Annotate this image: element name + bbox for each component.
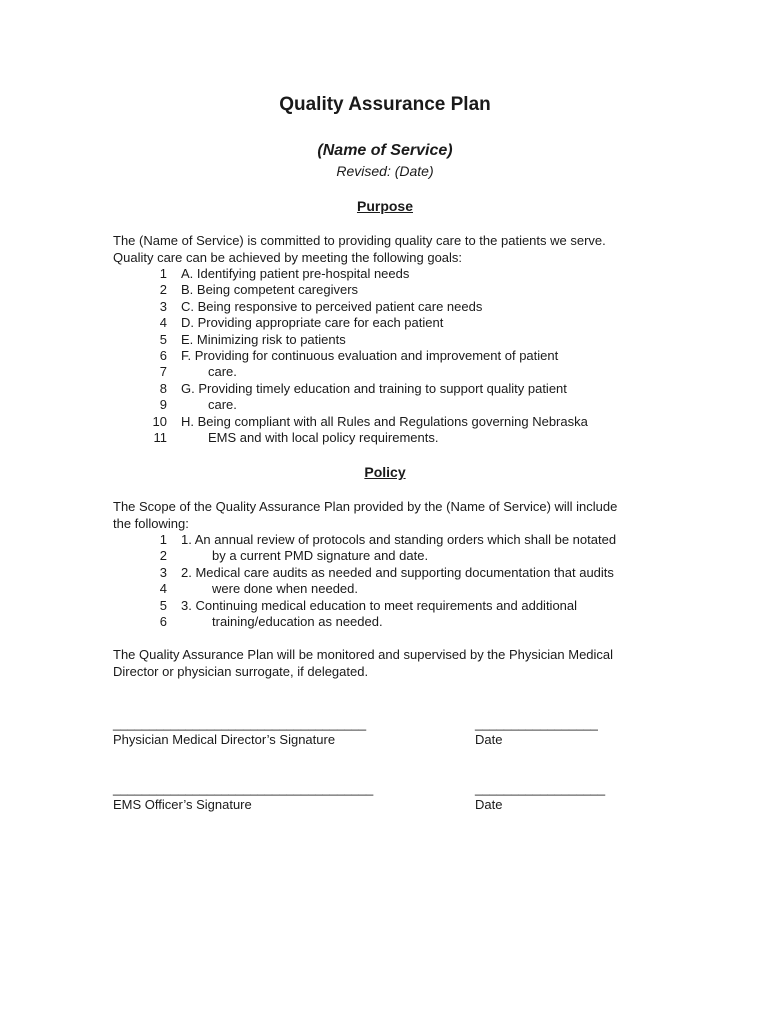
list-item-text: A. Identifying patient pre-hospital needs — [181, 266, 410, 281]
ems-signature-line[interactable]: ____________________________________ — [113, 781, 374, 796]
line-number: 9 — [159, 397, 167, 413]
purpose-goals-list — [113, 266, 693, 446]
purpose-intro — [113, 233, 673, 266]
list-item — [113, 414, 693, 430]
list-item — [113, 315, 693, 331]
ems-date-line[interactable]: __________________ — [475, 781, 606, 796]
pmd-signature-label: Physician Medical Director’s Signature — [113, 732, 336, 747]
line-number: 4 — [159, 315, 167, 331]
policy-heading: Policy — [364, 464, 406, 480]
list-item-text: were done when needed. — [212, 581, 359, 597]
policy-closing-line-2: Director or physician surrogate, if delegated. — [113, 663, 369, 679]
list-item-text: E. Minimizing risk to patients — [181, 331, 346, 347]
list-item — [113, 532, 693, 548]
line-number: 1 — [159, 266, 167, 281]
purpose-intro-line-1: The (Name of Service) is committed to providing quality care to the patients we serve. — [113, 233, 606, 248]
list-item-text: 3. Continuing medical education to meet requirements and additional — [181, 597, 578, 613]
policy-intro — [113, 499, 673, 532]
line-number: 6 — [159, 613, 167, 629]
list-item — [113, 299, 693, 315]
list-item-text: B. Being competent caregivers — [181, 282, 359, 298]
policy-closing — [113, 647, 673, 680]
list-item — [113, 282, 693, 298]
list-item-text: 1. An annual review of protocols and standing orders which shall be notated — [181, 532, 617, 547]
line-number: 5 — [159, 331, 167, 347]
line-number: 2 — [159, 282, 167, 298]
list-item-text: EMS and with local policy requirements. — [208, 429, 439, 445]
list-item — [113, 266, 693, 282]
line-number: 11 — [153, 429, 167, 445]
line-number: 10 — [152, 413, 167, 429]
policy-scope-list — [113, 532, 693, 630]
line-number: 3 — [159, 298, 167, 314]
list-item — [113, 581, 693, 597]
pmd-date-line[interactable]: _________________ — [475, 716, 598, 731]
pmd-date-label: Date — [475, 732, 503, 747]
list-item — [113, 381, 693, 397]
list-item — [113, 332, 693, 348]
service-name: (Name of Service) — [317, 142, 453, 159]
list-item-text: F. Providing for continuous evaluation and improvement of patient — [181, 347, 559, 363]
list-item-text: C. Being responsive to perceived patient care needs — [181, 298, 483, 314]
line-number: 2 — [159, 548, 167, 564]
list-item-text: 2. Medical care audits as needed and supporting documentation that audits — [181, 564, 614, 580]
document-title: Quality Assurance Plan — [279, 94, 491, 115]
list-item-text: H. Being compliant with all Rules and Regulations governing Nebraska — [181, 413, 588, 429]
list-item — [113, 397, 693, 413]
list-item — [113, 565, 693, 581]
line-number: 6 — [159, 347, 167, 363]
line-number: 1 — [159, 532, 167, 547]
list-item-text: care. — [208, 364, 237, 380]
pmd-signature-line[interactable]: ___________________________________ — [113, 716, 367, 731]
line-number: 3 — [159, 564, 167, 580]
purpose-intro-line-2: Quality care can be achieved by meeting the following goals: — [113, 249, 463, 265]
list-item — [113, 348, 693, 364]
line-number: 5 — [159, 597, 167, 613]
line-number: 7 — [159, 364, 167, 380]
list-item-text: care. — [208, 397, 237, 413]
list-item — [113, 548, 693, 564]
ems-signature-label: EMS Officer’s Signature — [113, 797, 252, 812]
list-item — [113, 598, 693, 614]
list-item-text: G. Providing timely education and training to support quality patient — [181, 380, 567, 396]
policy-closing-line-1: The Quality Assurance Plan will be monitored and supervised by the Physician Medical — [113, 647, 614, 662]
list-item-text: training/education as needed. — [212, 613, 383, 629]
policy-intro-line-1: The Scope of the Quality Assurance Plan provided by the (Name of Service) will include — [113, 499, 618, 514]
line-number: 8 — [159, 380, 167, 396]
list-item-text: by a current PMD signature and date. — [212, 548, 429, 564]
line-number: 4 — [159, 581, 167, 597]
ems-date-label: Date — [475, 797, 503, 812]
policy-intro-line-2: the following: — [113, 515, 189, 531]
list-item-text: D. Providing appropriate care for each patient — [181, 315, 444, 331]
list-item — [113, 364, 693, 380]
revised-date: Revised: (Date) — [336, 163, 434, 179]
list-item — [113, 614, 693, 630]
list-item — [113, 430, 693, 446]
purpose-heading: Purpose — [356, 198, 413, 214]
